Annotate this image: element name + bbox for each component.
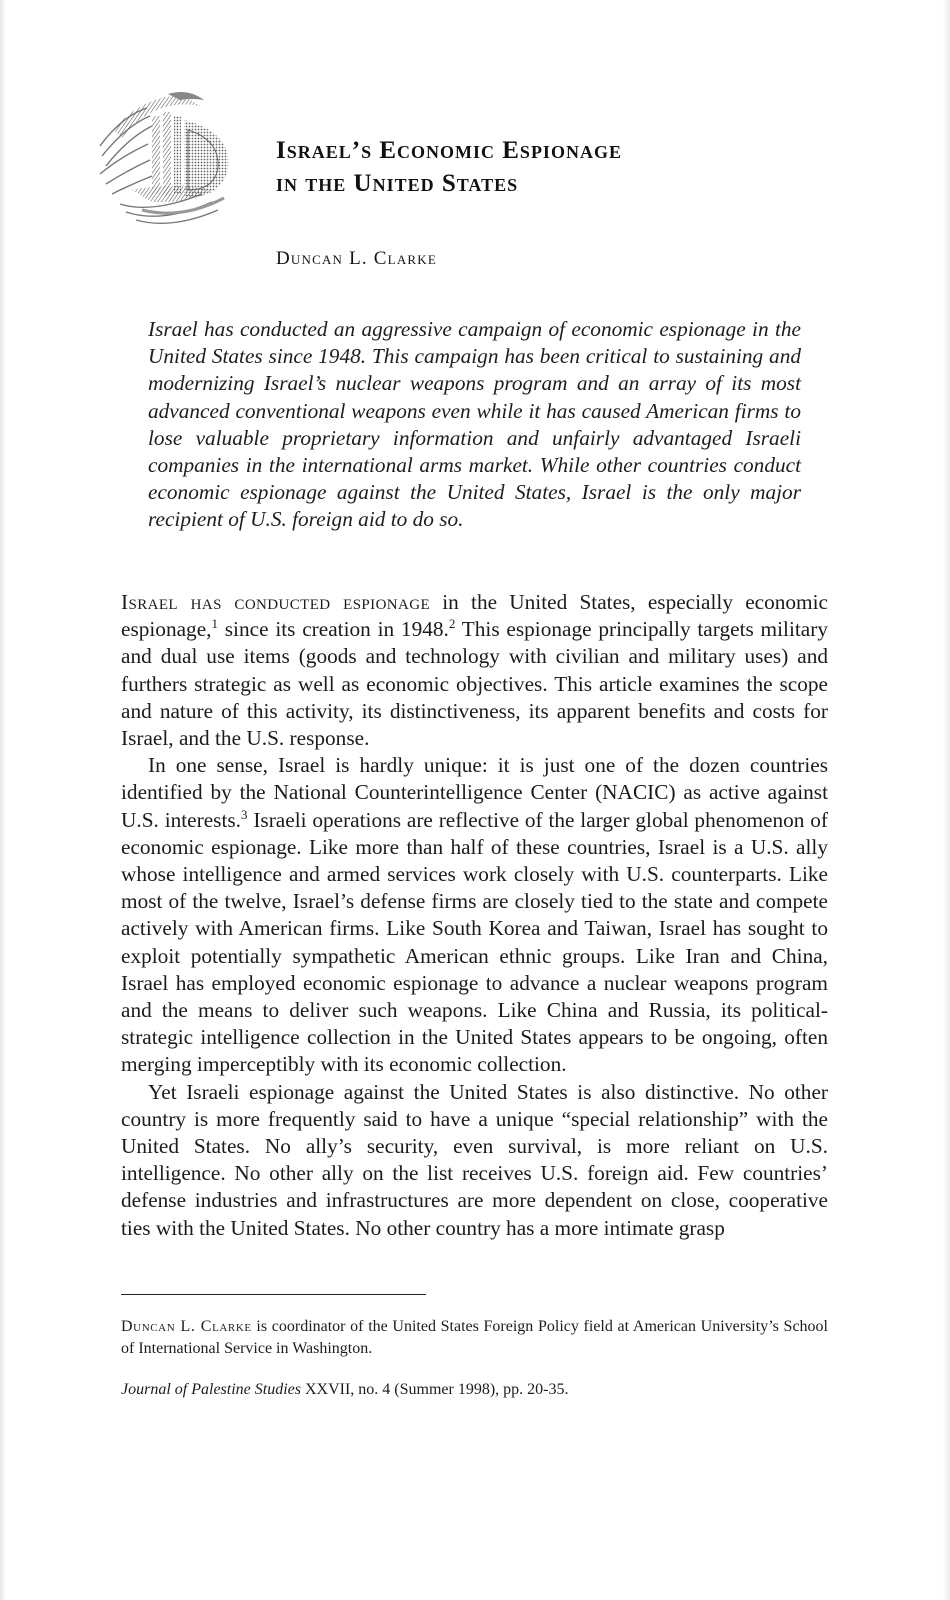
article-title-line-2: in the United States <box>276 170 519 197</box>
body-paragraph-2 <box>121 752 828 1078</box>
body-paragraph-3: Yet Israeli espionage against the United States is also distinctive. No other country is more frequently said to have a unique “special relationship” with the United States. No ally’s security, even survival, is more reliant on U.S. intelligence. No other ally on the list receives U.S. foreign aid. Few countries’ defense industries and infrastructures are more dependent on close, cooperative ties with the United States. No other country has a more intimate grasp <box>121 1079 828 1240</box>
body-paragraph-1-part-a: in the United States, especially economic espionage, <box>121 590 828 642</box>
footnote-ref-2: 2 <box>448 616 456 632</box>
footnote-ref-1: 1 <box>211 616 218 632</box>
journal-emblem-icon <box>92 86 242 231</box>
article-body <box>121 589 828 1242</box>
body-paragraph-1-part-c: This espionage principally targets military and dual use items (goods and technology with civilian and military uses) and furthers strategic as well as economic objectives. This article examines the scope and nature of this activity, its distinctiveness, its apparent benefits and costs for Israel, and the U.S. response. <box>121 617 828 751</box>
article-title <box>276 134 622 200</box>
body-paragraph-1-part-b: since its creation in 1948. <box>217 617 449 642</box>
journal-name: Journal of Palestine Studies <box>121 1381 301 1398</box>
body-paragraph-1 <box>121 589 828 752</box>
footnote-text: is coordinator of the United States Foreign Policy field at American University’s School of International Service in Washington. <box>121 1318 828 1357</box>
article-abstract: Israel has conducted an aggressive campaign of economic espionage in the United States since 1948. This campaign has been critical to sustaining and modernizing Israel’s nuclear weapons program and an array of its most advanced conventional weapons even while it has caused American firms to lose valuable proprietary information and unfairly advantaged Israeli companies in the international arms market. While other countries conduct economic espionage against the United States, Israel is the only major recipient of U.S. foreign aid to do so. <box>148 317 801 532</box>
footnote-author-name: Duncan L. Clarke <box>121 1318 252 1335</box>
article-author: Duncan L. Clarke <box>276 248 438 269</box>
author-footnote <box>121 1316 828 1360</box>
footnote-divider <box>121 1294 426 1295</box>
citation-details: XXVII, no. 4 (Summer 1998), pp. 20-35. <box>300 1381 569 1398</box>
footnote-ref-3: 3 <box>241 806 248 822</box>
body-paragraph-2-part-b: Israeli operations are reflective of the larger global phenomenon of economic espionage. Like more than half of these countries, Israel is a U.S. ally whose intelligence and armed services work closely with U.S. counterparts. Like most of the twelve, Israel’s defense firms are closely tied to the state and compete actively with American firms. Like South Korea and Taiwan, Israel has sought to exploit potentially sympathetic American ethnic groups. Like Iran and China, Israel has employed economic espionage to advance a nuclear weapons program and the means to deliver such weapons. Like China and Russia, its political-strategic intelligence collection in the United States appears to be ongoing, often merging imperceptibly with its economic collection. <box>121 807 828 1077</box>
page-edge-right <box>942 0 950 1600</box>
page-edge-left <box>0 0 6 1600</box>
article-title-line-1: Israel’s Economic Espionage <box>276 137 622 164</box>
journal-citation <box>121 1381 569 1399</box>
body-paragraph-2-part-a: In one sense, Israel is hardly unique: it is just one of the dozen countries identified by the National Counterintelligence Center (NACIC) as active against U.S. interests. <box>121 753 828 832</box>
lead-in-small-caps: Israel has conducted espionage <box>121 590 431 614</box>
